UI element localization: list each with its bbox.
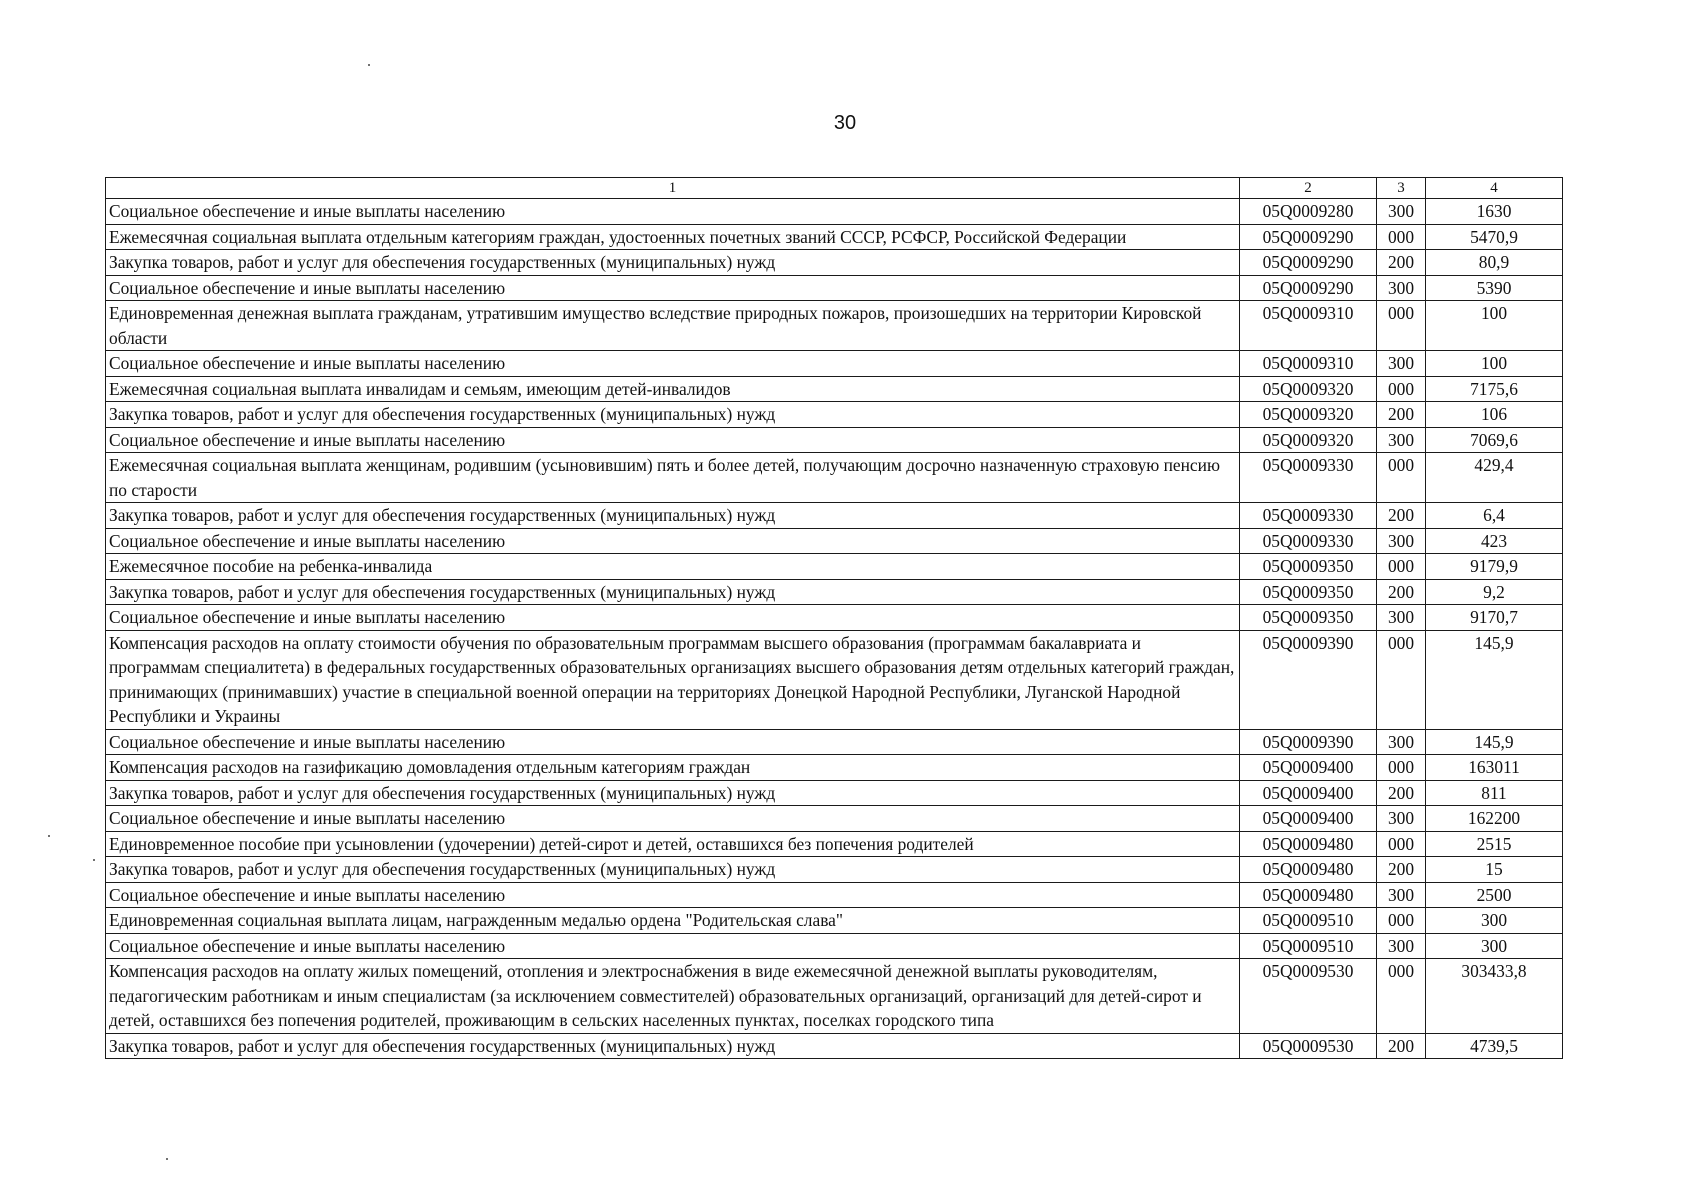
cell-expense-type: 300 [1377, 605, 1426, 631]
cell-code: 05Q0009390 [1240, 729, 1377, 755]
cell-expense-type: 000 [1377, 554, 1426, 580]
cell-amount: 163011 [1426, 755, 1563, 781]
cell-name: Социальное обеспечение и иные выплаты населению [106, 275, 1240, 301]
table-row [106, 453, 1563, 503]
cell-code: 05Q0009290 [1240, 250, 1377, 276]
table-row [106, 857, 1563, 883]
cell-name: Закупка товаров, работ и услуг для обеспечения государственных (муниципальных) нужд [106, 579, 1240, 605]
cell-name: Ежемесячная социальная выплата отдельным категориям граждан, удостоенных почетных званий СССР, РСФСР, Российской Федерации [106, 224, 1240, 250]
cell-code: 05Q0009310 [1240, 351, 1377, 377]
cell-name: Социальное обеспечение и иные выплаты населению [106, 882, 1240, 908]
cell-code: 05Q0009350 [1240, 554, 1377, 580]
header-col-code: 2 [1240, 178, 1377, 199]
table-row [106, 250, 1563, 276]
cell-amount: 9,2 [1426, 579, 1563, 605]
cell-name: Закупка товаров, работ и услуг для обеспечения государственных (муниципальных) нужд [106, 402, 1240, 428]
cell-code: 05Q0009390 [1240, 630, 1377, 729]
cell-amount: 5470,9 [1426, 224, 1563, 250]
cell-code: 05Q0009310 [1240, 301, 1377, 351]
cell-expense-type: 300 [1377, 729, 1426, 755]
table-row [106, 579, 1563, 605]
cell-code: 05Q0009530 [1240, 959, 1377, 1034]
cell-expense-type: 300 [1377, 199, 1426, 225]
cell-code: 05Q0009320 [1240, 402, 1377, 428]
cell-expense-type: 200 [1377, 402, 1426, 428]
cell-amount: 303433,8 [1426, 959, 1563, 1034]
cell-code: 05Q0009400 [1240, 806, 1377, 832]
table-row [106, 780, 1563, 806]
table-row [106, 503, 1563, 529]
cell-code: 05Q0009350 [1240, 605, 1377, 631]
table-row [106, 933, 1563, 959]
scan-speck [368, 64, 370, 66]
cell-expense-type: 300 [1377, 882, 1426, 908]
cell-expense-type: 200 [1377, 1033, 1426, 1059]
cell-amount: 9170,7 [1426, 605, 1563, 631]
cell-expense-type: 000 [1377, 908, 1426, 934]
cell-code: 05Q0009320 [1240, 376, 1377, 402]
cell-code: 05Q0009480 [1240, 857, 1377, 883]
cell-code: 05Q0009350 [1240, 579, 1377, 605]
cell-code: 05Q0009290 [1240, 224, 1377, 250]
cell-amount: 100 [1426, 301, 1563, 351]
table-row [106, 755, 1563, 781]
cell-code: 05Q0009320 [1240, 427, 1377, 453]
cell-expense-type: 300 [1377, 351, 1426, 377]
table-row [106, 528, 1563, 554]
cell-amount: 423 [1426, 528, 1563, 554]
cell-name: Компенсация расходов на газификацию домовладения отдельным категориям граждан [106, 755, 1240, 781]
cell-name: Компенсация расходов на оплату стоимости обучения по образовательным программам высшего образования (программам бакалавриата и программам специалитета) в федеральных государственных образовательных организациях высшего образования детям отдельных категорий граждан, принимающих (принимавших) участие в специальной военной операции на территориях Донецкой Народной Республики, Луганской Народной Республики и Украины [106, 630, 1240, 729]
cell-expense-type: 200 [1377, 579, 1426, 605]
table-body [106, 199, 1563, 1059]
cell-code: 05Q0009280 [1240, 199, 1377, 225]
table-row [106, 351, 1563, 377]
cell-code: 05Q0009400 [1240, 780, 1377, 806]
scan-speck [93, 859, 95, 861]
cell-name: Закупка товаров, работ и услуг для обеспечения государственных (муниципальных) нужд [106, 1033, 1240, 1059]
budget-table [105, 177, 1563, 1059]
cell-expense-type: 200 [1377, 250, 1426, 276]
cell-amount: 80,9 [1426, 250, 1563, 276]
cell-code: 05Q0009330 [1240, 528, 1377, 554]
cell-name: Ежемесячная социальная выплата женщинам, родившим (усыновившим) пять и более детей, получающим досрочно назначенную страховую пенсию по старости [106, 453, 1240, 503]
cell-code: 05Q0009480 [1240, 831, 1377, 857]
cell-amount: 145,9 [1426, 729, 1563, 755]
cell-code: 05Q0009400 [1240, 755, 1377, 781]
cell-amount: 7175,6 [1426, 376, 1563, 402]
cell-name: Закупка товаров, работ и услуг для обеспечения государственных (муниципальных) нужд [106, 250, 1240, 276]
cell-amount: 145,9 [1426, 630, 1563, 729]
cell-expense-type: 000 [1377, 630, 1426, 729]
table-row [106, 831, 1563, 857]
table-row [106, 376, 1563, 402]
scan-speck [48, 835, 50, 837]
cell-amount: 4739,5 [1426, 1033, 1563, 1059]
cell-amount: 6,4 [1426, 503, 1563, 529]
scan-speck [166, 1158, 168, 1160]
table-row [106, 630, 1563, 729]
header-col-name: 1 [106, 178, 1240, 199]
cell-amount: 100 [1426, 351, 1563, 377]
table-row [106, 554, 1563, 580]
cell-expense-type: 000 [1377, 376, 1426, 402]
cell-expense-type: 000 [1377, 453, 1426, 503]
table-row [106, 402, 1563, 428]
cell-expense-type: 300 [1377, 806, 1426, 832]
cell-expense-type: 000 [1377, 831, 1426, 857]
cell-name: Закупка товаров, работ и услуг для обеспечения государственных (муниципальных) нужд [106, 857, 1240, 883]
page-number: 30 [833, 112, 857, 134]
cell-code: 05Q0009330 [1240, 453, 1377, 503]
cell-expense-type: 300 [1377, 275, 1426, 301]
cell-amount: 429,4 [1426, 453, 1563, 503]
cell-name: Социальное обеспечение и иные выплаты населению [106, 729, 1240, 755]
table-row [106, 959, 1563, 1034]
cell-amount: 15 [1426, 857, 1563, 883]
table-row [106, 199, 1563, 225]
table-row [106, 275, 1563, 301]
cell-name: Единовременная социальная выплата лицам, награжденным медалью ордена "Родительская слава" [106, 908, 1240, 934]
cell-expense-type: 000 [1377, 224, 1426, 250]
cell-expense-type: 200 [1377, 857, 1426, 883]
table-row [106, 224, 1563, 250]
table-row [106, 605, 1563, 631]
cell-code: 05Q0009510 [1240, 933, 1377, 959]
header-col-type: 3 [1377, 178, 1426, 199]
table-row [106, 427, 1563, 453]
cell-amount: 1630 [1426, 199, 1563, 225]
cell-amount: 2500 [1426, 882, 1563, 908]
cell-amount: 811 [1426, 780, 1563, 806]
cell-expense-type: 200 [1377, 503, 1426, 529]
cell-name: Ежемесячная социальная выплата инвалидам и семьям, имеющим детей-инвалидов [106, 376, 1240, 402]
table-row [106, 806, 1563, 832]
cell-code: 05Q0009290 [1240, 275, 1377, 301]
table-row [106, 301, 1563, 351]
cell-expense-type: 000 [1377, 301, 1426, 351]
cell-expense-type: 300 [1377, 427, 1426, 453]
cell-amount: 9179,9 [1426, 554, 1563, 580]
table-row [106, 1033, 1563, 1059]
table-header-row [106, 178, 1563, 199]
cell-expense-type: 000 [1377, 755, 1426, 781]
table-row [106, 882, 1563, 908]
cell-name: Закупка товаров, работ и услуг для обеспечения государственных (муниципальных) нужд [106, 780, 1240, 806]
cell-name: Компенсация расходов на оплату жилых помещений, отопления и электроснабжения в виде ежемесячной денежной выплаты руководителям, педагогическим работникам и иным специалистам (за исключением совместителей) образовательных организаций, организаций для детей-сирот и детей, оставшихся без попечения родителей, проживающим в сельских населенных пунктах, поселках городского типа [106, 959, 1240, 1034]
cell-expense-type: 000 [1377, 959, 1426, 1034]
cell-name: Единовременное пособие при усыновлении (удочерении) детей-сирот и детей, оставшихся без попечения родителей [106, 831, 1240, 857]
cell-code: 05Q0009530 [1240, 1033, 1377, 1059]
cell-name: Ежемесячное пособие на ребенка-инвалида [106, 554, 1240, 580]
cell-amount: 300 [1426, 908, 1563, 934]
table-row [106, 908, 1563, 934]
cell-amount: 5390 [1426, 275, 1563, 301]
cell-name: Социальное обеспечение и иные выплаты населению [106, 528, 1240, 554]
cell-name: Социальное обеспечение и иные выплаты населению [106, 933, 1240, 959]
cell-name: Социальное обеспечение и иные выплаты населению [106, 605, 1240, 631]
cell-amount: 7069,6 [1426, 427, 1563, 453]
cell-code: 05Q0009330 [1240, 503, 1377, 529]
cell-amount: 2515 [1426, 831, 1563, 857]
cell-expense-type: 200 [1377, 780, 1426, 806]
table-row [106, 729, 1563, 755]
cell-expense-type: 300 [1377, 528, 1426, 554]
cell-amount: 106 [1426, 402, 1563, 428]
cell-name: Закупка товаров, работ и услуг для обеспечения государственных (муниципальных) нужд [106, 503, 1240, 529]
cell-code: 05Q0009480 [1240, 882, 1377, 908]
cell-code: 05Q0009510 [1240, 908, 1377, 934]
cell-amount: 300 [1426, 933, 1563, 959]
cell-amount: 162200 [1426, 806, 1563, 832]
cell-name: Социальное обеспечение и иные выплаты населению [106, 806, 1240, 832]
cell-name: Социальное обеспечение и иные выплаты населению [106, 351, 1240, 377]
header-col-sum: 4 [1426, 178, 1563, 199]
cell-name: Социальное обеспечение и иные выплаты населению [106, 427, 1240, 453]
cell-name: Единовременная денежная выплата гражданам, утратившим имущество вследствие природных пожаров, произошедших на территории Кировской области [106, 301, 1240, 351]
cell-name: Социальное обеспечение и иные выплаты населению [106, 199, 1240, 225]
cell-expense-type: 300 [1377, 933, 1426, 959]
